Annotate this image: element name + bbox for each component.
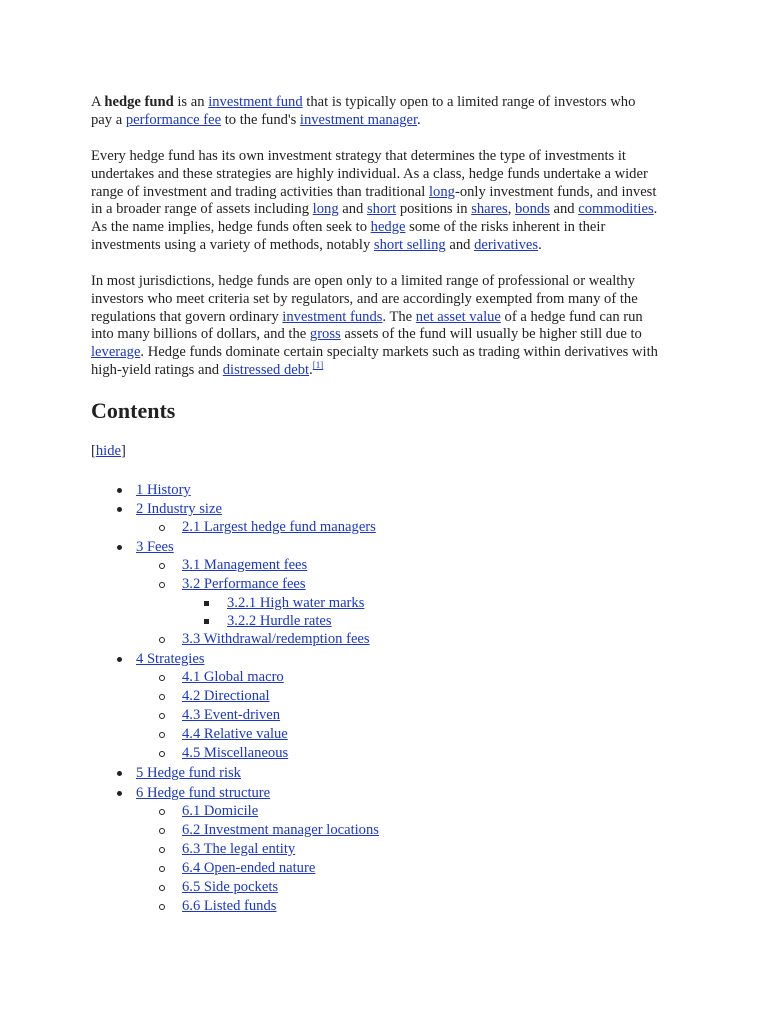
toc-bullet-icon [159, 828, 165, 834]
text-run: of a hedge fund can run [500, 308, 643, 325]
toc-link[interactable]: 2 Industry size [136, 501, 222, 517]
toc-bullet-icon [117, 507, 122, 512]
toc-link[interactable]: 3.1 Management fees [182, 557, 308, 573]
strategy-line-6 [91, 237, 691, 255]
toc-link[interactable]: 6.4 Open-ended nature [182, 860, 316, 876]
toc-link[interactable]: 3.2.2 Hurdle rates [227, 613, 332, 629]
text-run: regulations that govern ordinary [91, 308, 283, 325]
toc-bullet-icon [117, 545, 122, 550]
strategy-line-3 [91, 184, 691, 202]
toc-link[interactable]: 6 Hedge fund structure [136, 785, 271, 801]
toc-bullet-icon [117, 657, 122, 662]
contents-heading: Contents [91, 398, 176, 423]
text-run: pay a [91, 111, 126, 128]
text-run: . [538, 236, 542, 253]
text-run: investments using a variety of methods, notably [91, 236, 374, 253]
text-run: . [309, 361, 313, 378]
bracket-open: [ [91, 443, 96, 459]
text-run: . [417, 111, 421, 128]
strategy-line-2: undertakes and these strategies are highly individual. As a class, hedge funds undertake a wider [91, 165, 648, 182]
term-hedge-fund: hedge fund [104, 94, 174, 110]
toc-link[interactable]: 3.2.1 High water marks [227, 595, 365, 611]
link-hedge[interactable]: hedge [370, 219, 406, 236]
text-run: and [549, 201, 579, 218]
toc-bullet-icon [159, 525, 165, 531]
toc-bullet-icon [159, 713, 165, 719]
strategy-line-4 [91, 201, 691, 219]
link-long-position[interactable]: long [312, 201, 339, 218]
toc-link[interactable]: 3 Fees [136, 539, 174, 555]
text-run: and [445, 236, 475, 253]
text-run: and [338, 201, 367, 218]
link-bonds[interactable]: bonds [514, 201, 550, 218]
toc-bullet-icon [159, 847, 165, 853]
link-gross[interactable]: gross [309, 326, 341, 343]
link-leverage[interactable]: leverage [91, 344, 141, 361]
text-run: some of the risks inherent in their [405, 219, 606, 236]
text-run: positions in [396, 201, 472, 218]
text-run: is an [173, 94, 209, 110]
toc-bullet-icon [159, 885, 165, 891]
link-short[interactable]: short [367, 201, 397, 218]
jurisdiction-line-5 [91, 344, 691, 362]
link-commodities[interactable]: commodities [578, 201, 654, 218]
text-run: . Hedge funds dominate certain specialty markets such as trading within derivatives with [140, 344, 658, 361]
link-shares[interactable]: shares [471, 201, 508, 218]
link-investment-manager[interactable]: investment manager [299, 111, 418, 128]
toc-bullet-icon [117, 791, 122, 796]
text-run: into many billions of dollars, and the [91, 326, 310, 343]
toc-link[interactable]: 4 Strategies [136, 651, 205, 667]
toc-bullet-icon [159, 809, 165, 815]
toc-bullet-icon [159, 732, 165, 738]
hide-toggle [91, 443, 126, 461]
toc-link[interactable]: 3.2 Performance fees [182, 576, 306, 592]
link-investment-funds[interactable]: investment funds [282, 308, 383, 325]
jurisdiction-line-6 [91, 362, 691, 380]
intro-line-1 [91, 94, 691, 112]
toc-link[interactable]: 5 Hedge fund risk [136, 765, 241, 781]
text-run: to the fund's [221, 111, 300, 128]
text-run: A [91, 94, 105, 110]
jurisdiction-paragraph [91, 273, 691, 380]
hide-link[interactable]: hide [95, 443, 122, 459]
strategy-line-5 [91, 219, 691, 237]
toc-link[interactable]: 4.2 Directional [182, 688, 270, 704]
toc-link[interactable]: 2.1 Largest hedge fund managers [182, 519, 376, 535]
toc-link[interactable]: 6.1 Domicile [182, 803, 259, 819]
toc-bullet-icon [204, 619, 209, 624]
toc-link[interactable]: 6.6 Listed funds [182, 898, 277, 914]
jurisdiction-line-4 [91, 326, 691, 344]
toc-bullet-icon [117, 488, 122, 493]
text-run: in a broader range of assets including [91, 201, 313, 218]
toc-link[interactable]: 6.5 Side pockets [182, 879, 279, 895]
link-long[interactable]: long [429, 183, 455, 200]
link-short-selling[interactable]: short selling [373, 236, 446, 253]
text-run: , [507, 201, 515, 218]
toc-bullet-icon [159, 675, 165, 681]
toc-bullet-icon [159, 751, 165, 757]
strategy-line-1: Every hedge fund has its own investment strategy that determines the type of investments it [91, 148, 626, 164]
toc-link[interactable]: 4.3 Event-driven [182, 707, 281, 723]
text-run: high-yield ratings and [91, 361, 223, 378]
toc-bullet-icon [159, 694, 165, 700]
toc-bullet-icon [159, 582, 165, 588]
toc-bullet-icon [159, 637, 165, 643]
toc-link[interactable]: 6.2 Investment manager locations [182, 822, 379, 838]
jurisdiction-line-3 [91, 309, 691, 327]
text-run: As the name implies, hedge funds often seek to [91, 219, 371, 236]
toc-bullet-icon [204, 601, 209, 606]
toc-link[interactable]: 6.3 The legal entity [182, 841, 296, 857]
toc-link[interactable]: 4.5 Miscellaneous [182, 745, 289, 761]
link-performance-fee[interactable]: performance fee [125, 111, 222, 128]
strategy-paragraph [91, 148, 691, 255]
toc-bullet-icon [117, 771, 122, 776]
text-run: range of investment and trading activities than traditional [91, 183, 429, 200]
text-run: . [653, 201, 658, 218]
toc-bullet-icon [159, 904, 165, 910]
text-run: . The [382, 308, 416, 325]
text-run: -only investment funds, and invest [454, 183, 657, 200]
toc-bullet-icon [159, 866, 165, 872]
jurisdiction-line-1: In most jurisdictions, hedge funds are open only to a limited range of professional or wealthy [91, 273, 635, 289]
toc-link[interactable]: 1 History [136, 482, 191, 498]
link-distressed-debt[interactable]: distressed debt [222, 361, 310, 378]
bracket-close: ] [121, 443, 126, 459]
toc-bullet-icon [159, 563, 165, 569]
text-run: that is typically open to a limited range of investors who [302, 94, 636, 110]
jurisdiction-line-2: investors who meet criteria set by regulators, and are accordingly exempted from many of the [91, 290, 638, 307]
intro-line-2 [91, 112, 691, 130]
toc-link[interactable]: 4.1 Global macro [182, 669, 284, 685]
link-derivatives[interactable]: derivatives [474, 236, 539, 253]
intro-paragraph [91, 94, 691, 130]
toc-link[interactable]: 4.4 Relative value [182, 726, 288, 742]
link-investment-fund[interactable]: investment fund [208, 94, 303, 110]
text-run: assets of the fund will usually be higher still due to [340, 326, 642, 343]
link-net-asset-value[interactable]: net asset value [415, 308, 501, 325]
toc-link[interactable]: 3.3 Withdrawal/redemption fees [182, 631, 370, 647]
citation-1-link[interactable]: [1] [312, 360, 324, 371]
